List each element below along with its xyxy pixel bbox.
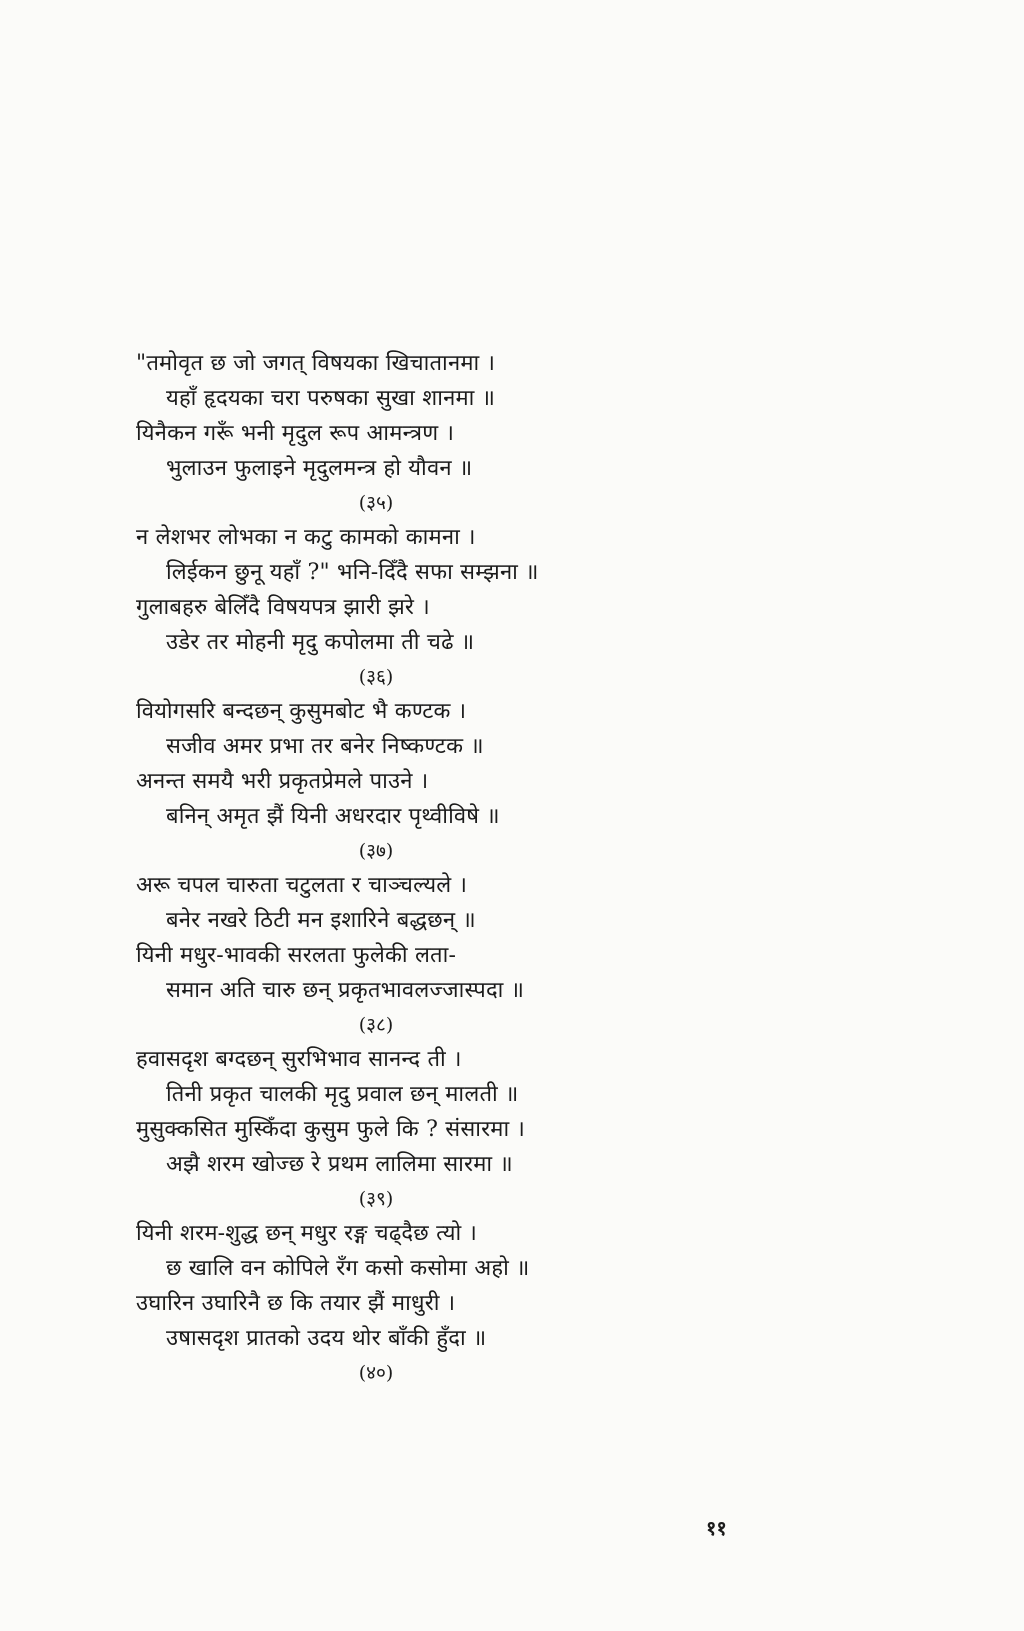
verse-line: गुलाबहरु बेलिँदै विषयपत्र झारी झरे । bbox=[136, 595, 430, 620]
stanza-number: (३९) bbox=[358, 1188, 394, 1210]
verse-line: उघारिन उघारिनै छ कि तयार झैं माधुरी । bbox=[136, 1291, 456, 1316]
stanza-number: (३७) bbox=[358, 840, 394, 862]
poem-block bbox=[136, 346, 656, 1390]
verse-line: वियोगसरि बन्दछन् कुसुमबोट भै कण्टक । bbox=[136, 699, 467, 724]
verse-line: यिनी शरम-शुद्ध छन् मधुर रङ्ग चढ्दैछ त्यो । bbox=[136, 1221, 478, 1246]
verse-line: अनन्त समयै भरी प्रकृतप्रेमले पाउने । bbox=[136, 769, 429, 794]
stanza bbox=[136, 1216, 656, 1390]
verse-line: समान अति चारु छन् प्रकृतभावलज्जास्पदा ॥ bbox=[166, 978, 525, 1003]
verse-line: मुसुक्कसित मुस्किँदा कुसुम फुले कि ? संसारमा । bbox=[136, 1117, 526, 1142]
stanza-number: (३५) bbox=[358, 492, 394, 514]
stanza-number: (४०) bbox=[358, 1362, 394, 1384]
verse-line: यिनैकन गरूँ भनी मृदुल रूप आमन्त्रण । bbox=[136, 421, 455, 446]
verse-line: बनिन् अमृत झैं यिनी अधरदार पृथ्वीविषे ॥ bbox=[166, 804, 500, 829]
verse-line: लिईकन छुनू यहाँ ?" भनि-दिँदै सफा सम्झना ॥ bbox=[166, 560, 539, 585]
verse-line: यिनी मधुर-भावकी सरलता फुलेकी लता- bbox=[136, 943, 457, 968]
verse-line: अरू चपल चारुता चटुलता र चाञ्चल्यले । bbox=[136, 873, 468, 898]
verse-line: छ खालि वन कोपिले रँग कसो कसोमा अहो ॥ bbox=[166, 1256, 530, 1281]
stanza-number: (३६) bbox=[358, 666, 394, 688]
verse-line: उडेर तर मोहनी मृदु कपोलमा ती चढे ॥ bbox=[166, 630, 475, 655]
stanza bbox=[136, 520, 656, 694]
stanza bbox=[136, 1042, 656, 1216]
stanza-number: (३८) bbox=[358, 1014, 394, 1036]
stanza bbox=[136, 868, 656, 1042]
verse-line: अझै शरम खोज्छ रे प्रथम लालिमा सारमा ॥ bbox=[166, 1152, 513, 1177]
verse-line: उषासदृश प्रातको उदय थोर बाँकी हुँदा ॥ bbox=[166, 1326, 487, 1351]
verse-line: तिनी प्रकृत चालकी मृदु प्रवाल छन् मालती ॥ bbox=[166, 1082, 519, 1107]
stanza bbox=[136, 694, 656, 868]
verse-line: न लेशभर लोभका न कटु कामको कामना । bbox=[136, 525, 476, 550]
page-number: ११ bbox=[706, 1516, 727, 1540]
verse-line: यहाँ हृदयका चरा परुषका सुखा शानमा ॥ bbox=[166, 386, 496, 411]
verse-line: बनेर नखरे ठिटी मन इशारिने बद्धछन् ॥ bbox=[166, 908, 476, 933]
verse-line: हवासदृश बग्दछन् सुरभिभाव सानन्द ती । bbox=[136, 1047, 462, 1072]
verse-line: सजीव अमर प्रभा तर बनेर निष्कण्टक ॥ bbox=[166, 734, 484, 759]
stanza bbox=[136, 346, 656, 520]
verse-line: भुलाउन फुलाइने मृदुलमन्त्र हो यौवन ॥ bbox=[166, 456, 473, 481]
verse-line: "तमोवृत छ जो जगत् विषयका खिचातानमा । bbox=[136, 351, 496, 376]
